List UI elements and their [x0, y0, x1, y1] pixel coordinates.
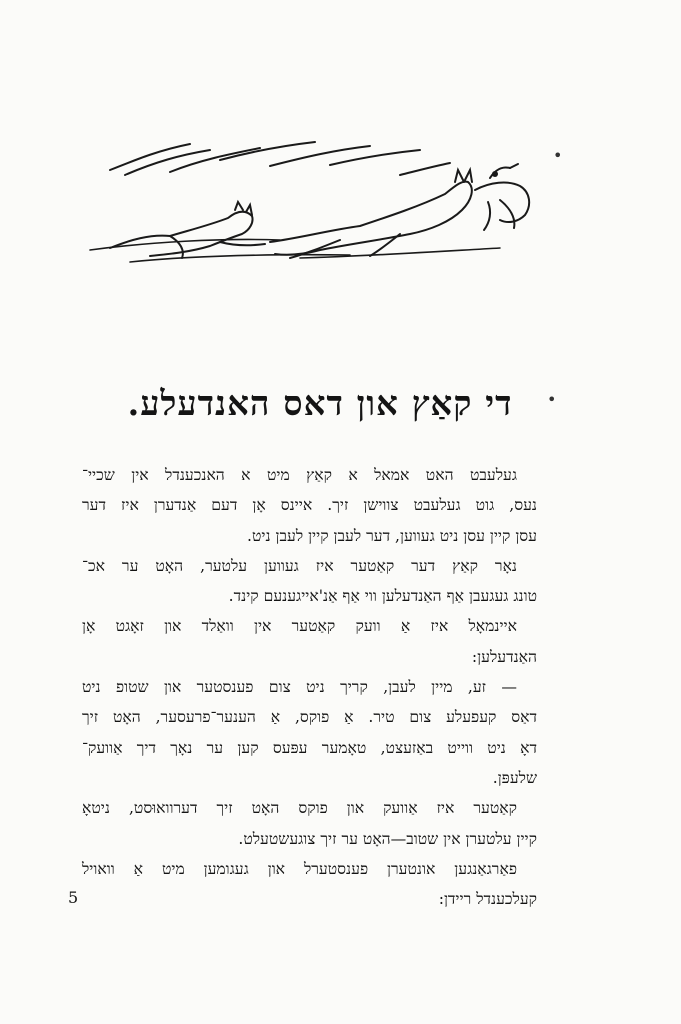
text-line: טונג געגעבן אַף האַנדעלען ווי אַף אַנ'אייגענעם קינד.	[228, 587, 537, 606]
text-line: נאָר קאַץ דער קאַטער איז געווען עלטער, האָט ער אכ־	[82, 556, 517, 575]
stray-dot: •	[553, 146, 563, 165]
page-number: 5	[68, 888, 79, 907]
text-line: איינמאָל איז אַ וועק קאַטער אין וואַלד און זאָגט אָן	[82, 617, 517, 636]
text-line: שלעפּן.	[492, 768, 537, 787]
text-line: עסן קיין עסן ניט געווען, דער לעבן קיין לעבן ניט.	[247, 526, 537, 545]
text-line: פאַרגאַנגען אונטערן פענסטערל און געגומען מיט אַ וואויל	[82, 859, 517, 878]
text-line: קאַטער איז אַוועק און פוקס האָט זיך דערוואוּסט, ניטאָ	[82, 799, 517, 818]
text-line: געלעבט האט אמאל א קאַץ מיט א האנכענדל אין שכיי־	[82, 466, 517, 484]
text-line: נעס, גוט געלעבט צווישן זיך. איינס אָן דעם אַנדערן איז דער	[82, 496, 537, 515]
story-title: די קאַץ און דאס האנדעלע.	[127, 384, 513, 424]
text-line: קעלכענדל ריידן:	[438, 890, 537, 909]
text-line: קיין עלטערן אין שטוב—האָט ער זיך צוגעשטעלט.	[238, 829, 537, 848]
text-line: — זע, מיין לעבן, קריך ניט צום פענסטער און שטופ ניט	[82, 678, 517, 697]
story-body	[82, 460, 537, 914]
stray-dot: •	[547, 390, 557, 409]
text-line: האַנדעלען:	[471, 647, 537, 666]
text-line: דאַס קעפעלע צום טיר. אַ פוקס, אַ הענער־פרעסער, האָט זיך	[82, 708, 537, 727]
text-line: דאָ ניט ווייט באַזעצט, טאָמער עפּעס קען ער נאָך דיך אַוועק־	[82, 738, 537, 757]
cat-and-fox-illustration	[70, 130, 550, 290]
